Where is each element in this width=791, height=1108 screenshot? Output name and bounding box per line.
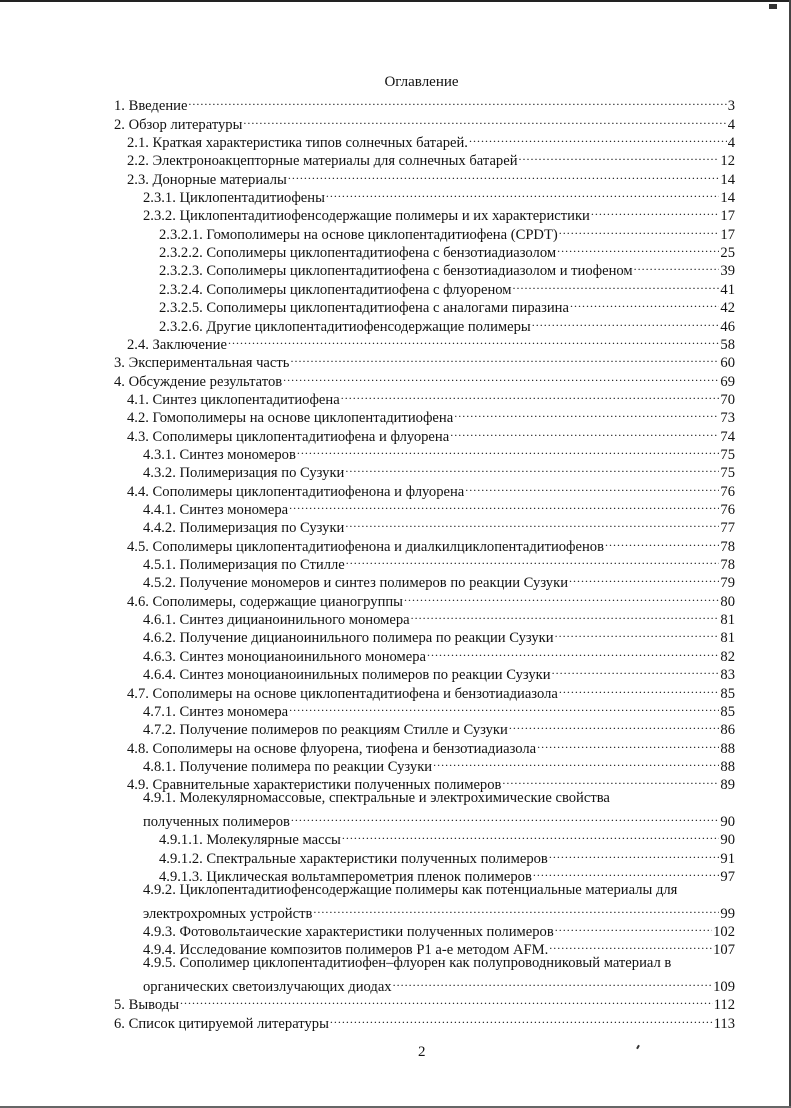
toc-leader-dots — [569, 569, 719, 587]
toc-entry-title: 2. Обзор литературы — [114, 116, 243, 133]
toc-leader-dots — [346, 551, 720, 569]
toc-entry — [143, 881, 735, 899]
toc-entry-title: 4.7. Сополимеры на основе циклопентадитиофена и бензотиадиазола — [127, 685, 558, 702]
toc-entry-title: органических светоизлучающих диодах — [143, 979, 392, 996]
toc-leader-dots — [450, 422, 719, 440]
toc-entry-page: 107 — [713, 942, 735, 959]
toc-entry-page: 91 — [720, 850, 735, 867]
toc-entry-page: 102 — [713, 924, 735, 941]
toc-leader-dots — [537, 734, 719, 752]
toc-entry-page: 17 — [720, 226, 735, 243]
toc-entry-title: 4.9.4. Исследование композитов полимеров P1 a-e методом AFM. — [143, 942, 549, 959]
toc-entry-title: 4.9.1.2. Спектральные характеристики полученных полимеров — [159, 850, 548, 867]
toc-leader-dots — [290, 349, 719, 367]
toc-entry-title: 4.1. Синтез циклопентадитиофена — [127, 391, 340, 408]
toc-entry-page: 82 — [720, 648, 735, 665]
toc-entry-title: 4.9.1.1. Молекулярные массы — [159, 832, 341, 849]
toc-entry — [143, 918, 735, 941]
scan-mark — [769, 4, 777, 9]
toc-entry — [127, 404, 735, 427]
toc-entry-page: 80 — [720, 593, 735, 610]
toc-entry-page: 78 — [720, 538, 735, 555]
toc-entry-page: 12 — [720, 153, 735, 170]
toc-leader-dots — [283, 367, 719, 385]
toc-entry-title: 2.3.1. Циклопентадитиофены — [143, 190, 325, 207]
toc-entry-page: 70 — [720, 391, 735, 408]
toc-entry-page: 89 — [720, 777, 735, 794]
toc-entry-title: 4.9. Сравнительные характеристики полученных полимеров — [127, 777, 502, 794]
toc-entry — [143, 441, 735, 463]
toc-entry-page: 74 — [720, 428, 735, 445]
toc-entry-title: 4.5.1. Полимеризация по Стилле — [143, 557, 345, 574]
toc-leader-dots — [465, 477, 719, 495]
toc-entry — [159, 294, 735, 317]
toc-entry-title: 4. Обсуждение результатов — [114, 373, 283, 390]
toc-leader-dots — [552, 661, 720, 679]
toc-entry-title: 2.3.2.6. Другие циклопентадитиофенсодержащие полимеры — [159, 318, 531, 335]
toc-leader-dots — [188, 92, 726, 110]
toc-entry — [114, 1010, 735, 1032]
toc-entry — [159, 257, 735, 280]
toc-entry — [143, 624, 735, 647]
toc-entry-title: 4.9.1. Молекулярномассовые, спектральные и электрохимические свойства — [143, 790, 610, 807]
toc-entry-title: 4.7.1. Синтез мономера — [143, 703, 289, 720]
toc-entry — [143, 936, 735, 959]
toc-leader-dots — [228, 331, 719, 349]
toc-leader-dots — [411, 606, 720, 624]
toc-entry-page: 17 — [720, 208, 735, 225]
toc-leader-dots — [513, 276, 720, 294]
toc-entry-page: 60 — [720, 355, 735, 372]
toc-entry-page: 81 — [720, 630, 735, 647]
toc-entry-title: 5. Выводы — [114, 997, 180, 1014]
toc-leader-dots — [549, 936, 712, 954]
toc-entry — [159, 239, 735, 262]
toc-entry-page: 14 — [720, 190, 735, 207]
toc-entry-page: 78 — [720, 557, 735, 574]
toc-entry — [127, 477, 735, 500]
toc-leader-dots — [549, 844, 720, 862]
toc-leader-dots — [288, 165, 720, 183]
toc-leader-dots — [427, 643, 719, 661]
page-number: 2 — [418, 1044, 426, 1060]
toc-entry — [127, 734, 735, 757]
toc-entry — [143, 606, 735, 629]
toc-entry-title: 4.3.2. Полимеризация по Сузуки — [143, 465, 345, 482]
toc-entry — [127, 165, 735, 188]
toc-entry — [127, 147, 735, 170]
toc-entry-title: 2.3.2. Циклопентадитиофенсодержащие полимеры и их характеристики — [143, 208, 590, 225]
toc-entry-title: полученных полимеров — [143, 813, 290, 830]
toc-entry — [159, 220, 735, 243]
toc-entry-title: 4.9.1.3. Циклическая вольтамперометрия пленок полимеров — [159, 869, 532, 886]
toc-entry-title: 4.3. Сополимеры циклопентадитиофена и флуорена — [127, 428, 450, 445]
toc-entry-page: 112 — [713, 997, 735, 1014]
toc-entry-page: 85 — [720, 685, 735, 702]
toc-leader-dots — [341, 386, 720, 404]
toc-entry-title: 4.6. Сополимеры, содержащие цианогруппы — [127, 593, 403, 610]
toc-title: Оглавление — [384, 74, 459, 90]
toc-entry — [114, 991, 735, 1014]
toc-entry — [114, 92, 735, 115]
toc-entry-page: 88 — [720, 740, 735, 757]
toc-leader-dots — [342, 826, 720, 844]
toc-entry-page: 81 — [720, 612, 735, 629]
toc-entry — [127, 679, 735, 702]
toc-entry-page: 58 — [720, 336, 735, 353]
toc-entry-page: 3 — [727, 98, 735, 115]
toc-entry-page: 46 — [720, 318, 735, 335]
toc-entry — [143, 514, 735, 537]
toc-entry-title: 1. Введение — [114, 98, 188, 115]
toc-leader-dots — [289, 698, 719, 716]
toc-entry-title: 4.5. Сополимеры циклопентадитиофенона и диалкилциклопентадитиофенов — [127, 538, 604, 555]
toc-entry — [143, 973, 735, 996]
toc-entry-title: 2.3.2.2. Сополимеры циклопентадитиофена с бензотиадиазолом — [159, 245, 557, 262]
toc-entry — [143, 551, 735, 574]
toc-entry — [143, 569, 735, 592]
toc-entry-title: 4.6.2. Получение дицианоинильного полимера по реакции Сузуки — [143, 630, 554, 647]
toc-entry — [127, 532, 735, 555]
toc-entry-page: 76 — [720, 483, 735, 500]
toc-entry — [143, 661, 735, 684]
scan-edge-top — [0, 0, 791, 2]
toc-entry — [114, 349, 735, 372]
toc-entry-title: 4.7.2. Получение полимеров по реакциям Стилле и Сузуки — [143, 722, 508, 739]
toc-entry-page: 85 — [720, 703, 735, 720]
toc-leader-dots — [509, 716, 720, 734]
toc-entry — [127, 422, 735, 445]
scan-speck — [636, 1045, 640, 1049]
toc-entry-page: 41 — [720, 281, 735, 298]
toc-leader-dots — [559, 220, 720, 238]
toc-entry — [127, 587, 735, 610]
toc-leader-dots — [533, 863, 720, 881]
toc-leader-dots — [291, 808, 720, 826]
toc-entry — [143, 899, 735, 922]
toc-leader-dots — [404, 587, 719, 605]
toc-entry-title: 4.6.4. Синтез моноцианоинильных полимеров по реакции Сузуки — [143, 667, 551, 684]
toc-leader-dots — [555, 918, 712, 936]
toc-entry-title: 4.4.1. Синтез мономера — [143, 502, 289, 519]
toc-entry-page: 42 — [720, 300, 735, 317]
toc-entry — [143, 459, 735, 482]
toc-entry — [159, 312, 735, 335]
toc-entry-page: 76 — [720, 502, 735, 519]
toc-entry-title: электрохромных устройств — [143, 905, 313, 922]
toc-entry — [143, 753, 735, 775]
toc-leader-dots — [555, 624, 720, 642]
toc-entry — [114, 367, 735, 390]
toc-entry-title: 2.3.2.1. Гомополимеры на основе циклопентадитиофена (CPDT) — [159, 226, 558, 243]
toc-entry-page: 86 — [720, 722, 735, 739]
toc-entry-page: 14 — [720, 171, 735, 188]
toc-entry-title: 4.5.2. Получение мономеров и синтез полимеров по реакции Сузуки — [143, 575, 569, 592]
toc-entry-page: 90 — [720, 813, 735, 830]
toc-entry — [143, 954, 735, 972]
toc-entry-page: 4 — [727, 116, 735, 133]
toc-leader-dots — [557, 239, 719, 257]
toc-entry — [127, 129, 735, 152]
toc-leader-dots — [180, 991, 713, 1009]
toc-entry-title: 4.2. Гомополимеры на основе циклопентадитиофена — [127, 410, 454, 427]
toc-entry-page: 73 — [720, 410, 735, 427]
toc-entry — [143, 643, 735, 665]
toc-entry-title: 2.3.2.4. Сополимеры циклопентадитиофена с флуореном — [159, 281, 512, 298]
toc-leader-dots — [289, 496, 719, 514]
toc-entry-title: 4.8. Сополимеры на основе флуорена, тиофена и бензотиадиазола — [127, 740, 537, 757]
toc-leader-dots — [591, 202, 720, 220]
toc-leader-dots — [570, 294, 719, 312]
toc-leader-dots — [454, 404, 719, 422]
toc-entry — [143, 202, 735, 225]
toc-entry-page: 99 — [720, 905, 735, 922]
toc-entry-title: 4.3.1. Синтез мономеров — [143, 446, 296, 463]
toc-entry-title: 2.3.2.3. Сополимеры циклопентадитиофена с бензотиадиазолом и тиофеном — [159, 263, 633, 280]
toc-leader-dots — [559, 679, 720, 697]
toc-entry-title: 4.9.5. Сополимер циклопентадитиофен–флуорен как полупроводниковый материал в — [143, 955, 672, 972]
toc-entry — [143, 716, 735, 739]
toc-leader-dots — [326, 184, 720, 202]
toc-entry — [127, 331, 735, 353]
toc-entry-title: 4.9.2. Циклопентадитиофенсодержащие полимеры как потенциальные материалы для — [143, 882, 678, 899]
toc-entry-title: 2.1. Краткая характеристика типов солнечных батарей. — [127, 135, 468, 152]
toc-entry — [143, 698, 735, 720]
toc-entry-page: 97 — [720, 869, 735, 886]
toc-entry — [143, 496, 735, 519]
toc-entry-title: 2.3.2.5. Сополимеры циклопентадитиофена с аналогами пиразина — [159, 300, 569, 317]
toc-leader-dots — [433, 753, 719, 771]
toc-entry-title: 4.9.3. Фотовольтаические характеристики полученных полимеров — [143, 924, 554, 941]
toc-entry-title: 2.2. Электроноакцепторные материалы для солнечных батарей — [127, 153, 518, 170]
toc-leader-dots — [345, 514, 719, 532]
toc-entry-title: 4.4. Сополимеры циклопентадитиофенона и флуорена — [127, 483, 465, 500]
toc-entry-page: 90 — [720, 832, 735, 849]
toc-entry-title: 2.4. Заключение — [127, 336, 227, 353]
toc-entry-page: 75 — [720, 446, 735, 463]
toc-entry-page: 79 — [720, 575, 735, 592]
toc-entry — [143, 808, 735, 830]
toc-entry-page: 69 — [720, 373, 735, 390]
toc-leader-dots — [393, 973, 713, 991]
toc-entry — [159, 826, 735, 849]
toc-leader-dots — [297, 441, 720, 459]
toc-leader-dots — [634, 257, 720, 275]
toc-entry — [143, 789, 735, 807]
toc-entry-page: 25 — [720, 245, 735, 262]
toc-entry-page: 83 — [720, 667, 735, 684]
toc-entry — [143, 184, 735, 207]
toc-entry-title: 4.6.3. Синтез моноцианоинильного мономера — [143, 648, 427, 665]
toc-leader-dots — [313, 899, 719, 917]
toc-entry-title: 6. Список цитируемой литературы — [114, 1015, 329, 1032]
toc-entry-title: 4.6.1. Синтез дицианоинильного мономера — [143, 612, 410, 629]
toc-entry-title: 4.4.2. Полимеризация по Сузуки — [143, 520, 345, 537]
toc-leader-dots — [469, 129, 727, 147]
toc-entry — [159, 276, 735, 298]
toc-entry-title: 4.8.1. Получение полимера по реакции Сузуки — [143, 758, 433, 775]
toc-entry-page: 113 — [713, 1015, 735, 1032]
toc-entry — [159, 844, 735, 867]
toc-leader-dots — [330, 1010, 713, 1028]
toc-entry — [114, 110, 735, 133]
toc-entry-page: 88 — [720, 758, 735, 775]
toc-leader-dots — [605, 532, 719, 550]
toc-entry-page: 4 — [727, 135, 735, 152]
toc-leader-dots — [532, 312, 720, 330]
toc-entry — [159, 863, 735, 886]
toc-entry-page: 39 — [720, 263, 735, 280]
toc-entry-page: 109 — [713, 979, 735, 996]
toc-entry-page: 77 — [720, 520, 735, 537]
toc-leader-dots — [345, 459, 719, 477]
toc-leader-dots — [502, 771, 719, 789]
toc-entry — [127, 386, 735, 408]
toc-leader-dots — [243, 110, 726, 128]
toc-entry-title: 3. Экспериментальная часть — [114, 355, 290, 372]
toc-entry-page: 75 — [720, 465, 735, 482]
toc-entry — [127, 771, 735, 794]
toc-entry-title: 2.3. Донорные материалы — [127, 171, 287, 188]
toc-leader-dots — [519, 147, 720, 165]
